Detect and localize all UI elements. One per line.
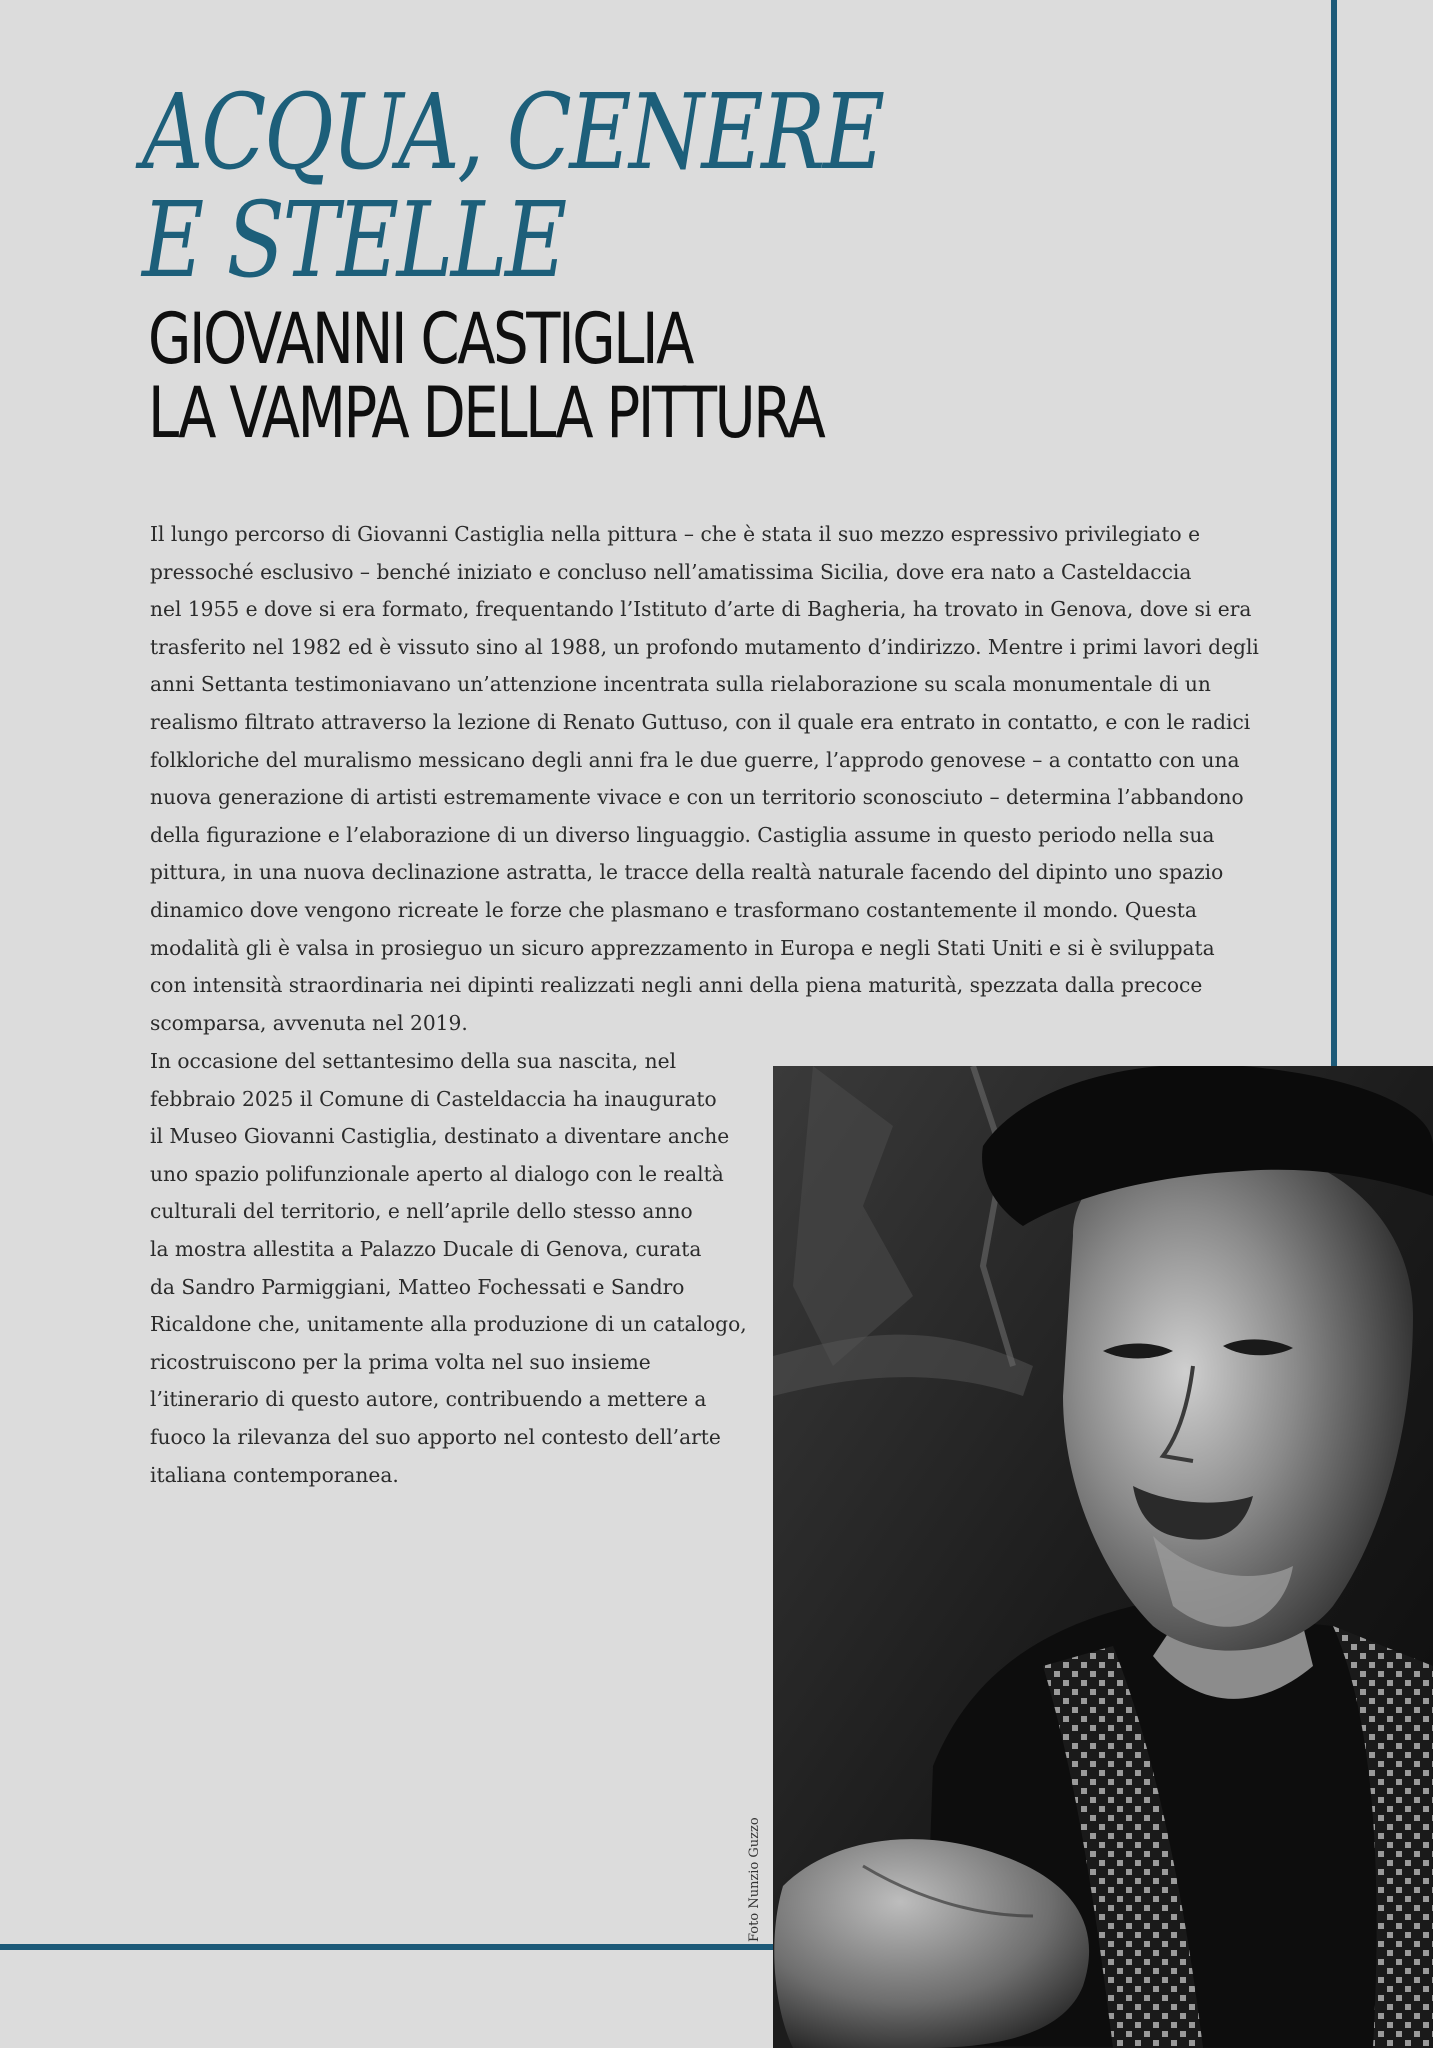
body-line: il Museo Giovanni Castiglia, destinato a diventare anche: [150, 1124, 730, 1149]
subtitle-line-1: GIOVANNI CASTIGLIA: [148, 298, 693, 380]
body-line: con intensità straordinaria nei dipinti realizzati negli anni della piena maturità, spezzata dalla precoce: [150, 973, 1203, 998]
body-line: febbraio 2025 il Comune di Casteldaccia ha inaugurato: [150, 1086, 717, 1111]
vertical-accent-rule: [1331, 0, 1337, 1066]
body-line: pittura, in una nuova declinazione astratta, le tracce della realtà naturale facendo del dipinto uno spazio: [150, 860, 1224, 885]
body-line: l’itinerario di questo autore, contribuendo a mettere a: [150, 1387, 707, 1412]
body-line: italiana contemporanea.: [150, 1462, 399, 1487]
title-line-2: E STELLE: [142, 179, 565, 301]
body-line: Il lungo percorso di Giovanni Castiglia nella pittura – che è stata il suo mezzo espressivo privilegiato e: [150, 522, 1201, 546]
title-line-1: ACQUA, CENERE: [142, 71, 883, 193]
body-line: scomparsa, avvenuta nel 2019.: [150, 1010, 468, 1035]
horizontal-accent-rule: [0, 1944, 775, 1950]
article-subtitle: [148, 298, 1248, 454]
body-line: trasferito nel 1982 ed è vissuto sino al 1988, un profondo mutamento d’indirizzo. Mentre i primi lavori degli: [150, 634, 1259, 659]
body-line: della figurazione e l’elaborazione di un diverso linguaggio. Castiglia assume in questo periodo nella sua: [150, 822, 1215, 847]
body-line: realismo filtrato attraverso la lezione di Renato Guttuso, con il quale era entrato in contatto, e con le radici: [150, 709, 1251, 734]
subtitle-line-2: LA VAMPA DELLA PITTURA: [148, 372, 824, 454]
body-line: anni Settanta testimoniavano un’attenzione incentrata sulla rielaborazione su scala monumentale di un: [150, 672, 1211, 697]
body-line: Ricaldone che, unitamente alla produzione di un catalogo,: [150, 1312, 747, 1337]
body-line: nuova generazione di artisti estremamente vivace e con un territorio sconosciuto – determina l’abbandono: [150, 785, 1244, 810]
body-line: folkloriche del muralismo messicano degli anni fra le due guerre, l’approdo genovese – a contatto con una: [150, 747, 1240, 772]
body-line: In occasione del settantesimo della sua nascita, nel: [150, 1049, 677, 1073]
artist-portrait-photo: [773, 1066, 1433, 2048]
body-line: da Sandro Parmiggiani, Matteo Fochessati e Sandro: [150, 1274, 685, 1299]
body-line: pressoché esclusivo – benché iniziato e concluso nell’amatissima Sicilia, dove era nato a Casteldaccia: [150, 559, 1192, 584]
body-line: nel 1955 e dove si era formato, frequentando l’Istituto d’arte di Bagheria, ha trovato in Genova, dove si era: [150, 597, 1252, 622]
body-line: ricostruiscono per la prima volta nel suo insieme: [150, 1349, 651, 1374]
photo-credit: Foto Nunzio Guzzo: [747, 1817, 762, 1942]
body-line: fuoco la rilevanza del suo apporto nel contesto dell’arte: [150, 1424, 721, 1449]
body-paragraph-2: [150, 1043, 760, 1494]
body-line: uno spazio polifunzionale aperto al dialogo con le realtà: [150, 1161, 724, 1186]
body-paragraph-1: [150, 516, 1280, 1042]
body-line: culturali del territorio, e nell’aprile dello stesso anno: [150, 1199, 693, 1224]
portrait-illustration: [773, 1066, 1433, 2048]
body-line: dinamico dove vengono ricreate le forze che plasmano e trasformano costantemente il mondo. Questa: [150, 897, 1197, 922]
body-line: la mostra allestita a Palazzo Ducale di Genova, curata: [150, 1236, 702, 1261]
body-line: modalità gli è valsa in prosieguo un sicuro apprezzamento in Europa e negli Stati Uniti e si è sviluppata: [150, 935, 1215, 960]
article-title: [142, 71, 1242, 301]
